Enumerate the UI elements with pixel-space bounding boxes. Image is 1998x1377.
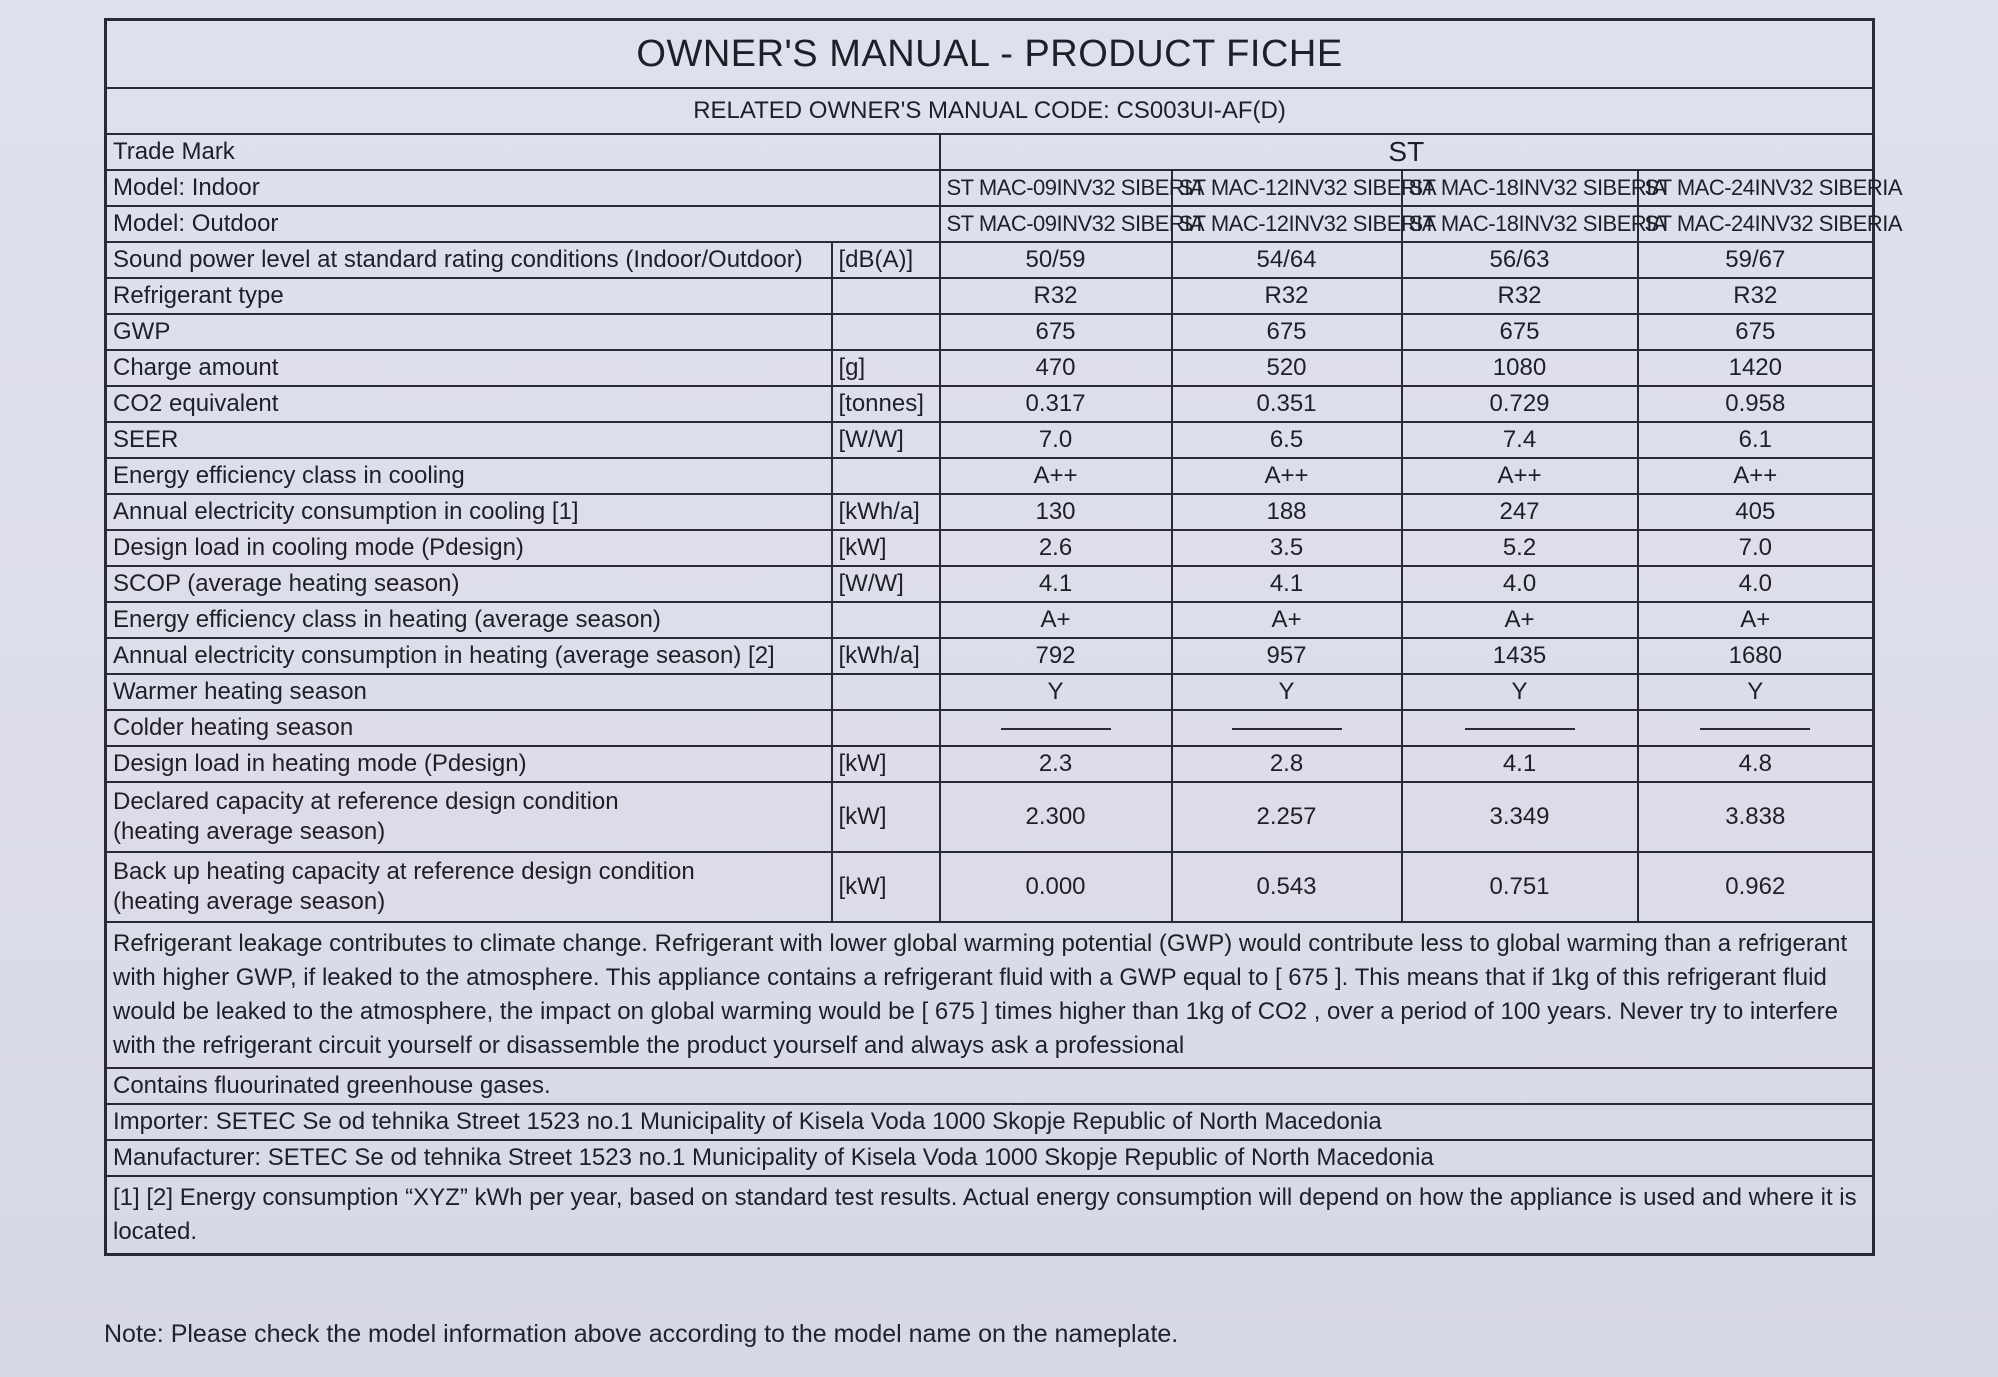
spec-row-backup-capacity	[106, 852, 1874, 922]
trade-mark-label: Trade Mark	[106, 134, 940, 170]
spec-value: 7.0	[1638, 530, 1874, 566]
spec-label: Annual electricity consumption in heating (average season) [2]	[106, 638, 832, 674]
spec-row-scop	[106, 566, 1874, 602]
importer-info: Importer: SETEC Se od tehnika Street 1523 no.1 Municipality of Kisela Voda 1000 Skopje Republic of North Macedonia	[106, 1104, 1874, 1140]
spec-unit: [kW]	[832, 852, 940, 922]
spec-label: Design load in cooling mode (Pdesign)	[106, 530, 832, 566]
spec-unit	[832, 458, 940, 494]
spec-unit	[832, 710, 940, 746]
spec-unit: [W/W]	[832, 422, 940, 458]
spec-value: 7.4	[1402, 422, 1638, 458]
leakage-warning-text: Refrigerant leakage contributes to climate change. Refrigerant with lower global warming potential (GWP) would contribute less to global warming than a refrigerant with higher GWP, if leaked to the atmosphere. This appliance contains a refrigerant fluid with a GWP equal to [ 675 ]. This means that if 1kg of this refrigerant fluid would be leaked to the atmosphere, the impact on global warming would be [ 675 ] times higher than 1kg of CO2 , over a period of 100 years. Never try to interfere with the refrigerant circuit yourself or disassemble the product yourself and always ask a professional	[106, 922, 1874, 1068]
spec-value: 2.257	[1172, 782, 1402, 852]
spec-label	[106, 782, 832, 852]
spec-unit: [W/W]	[832, 566, 940, 602]
manufacturer-row	[106, 1140, 1874, 1176]
spec-label: Energy efficiency class in heating (average season)	[106, 602, 832, 638]
spec-label: Sound power level at standard rating conditions (Indoor/Outdoor)	[106, 242, 832, 278]
spec-unit: [kW]	[832, 782, 940, 852]
spec-value: 56/63	[1402, 242, 1638, 278]
spec-label: Annual electricity consumption in cooling [1]	[106, 494, 832, 530]
spec-value: A++	[1402, 458, 1638, 494]
spec-value: 2.6	[940, 530, 1172, 566]
spec-label: Refrigerant type	[106, 278, 832, 314]
spec-value: 0.958	[1638, 386, 1874, 422]
spec-value: 675	[1638, 314, 1874, 350]
spec-row-cooling-pdesign	[106, 530, 1874, 566]
spec-value: A+	[1638, 602, 1874, 638]
nameplate-note: Note: Please check the model information above according to the model name on the nameplate.	[104, 1320, 1179, 1348]
spec-unit: [kW]	[832, 530, 940, 566]
spec-value-dash	[1402, 710, 1638, 746]
spec-row-heating-consumption	[106, 638, 1874, 674]
spec-value: 3.5	[1172, 530, 1402, 566]
spec-label: CO2 equivalent	[106, 386, 832, 422]
dash-mark	[1465, 728, 1575, 730]
spec-value: 0.000	[940, 852, 1172, 922]
spec-value: 792	[940, 638, 1172, 674]
spec-value: 4.8	[1638, 746, 1874, 782]
spec-value: A+	[1172, 602, 1402, 638]
spec-value: 520	[1172, 350, 1402, 386]
footnote-text: [1] [2] Energy consumption “XYZ” kWh per year, based on standard test results. Actual energy consumption will depend on how the appliance is used and where it is located.	[106, 1176, 1874, 1255]
spec-value-dash	[1638, 710, 1874, 746]
trade-mark-row	[106, 134, 1874, 170]
spec-value: 0.317	[940, 386, 1172, 422]
spec-row-colder-season	[106, 710, 1874, 746]
spec-value: 4.0	[1402, 566, 1638, 602]
spec-value: 0.751	[1402, 852, 1638, 922]
manual-code: RELATED OWNER'S MANUAL CODE: CS003UI-AF(D)	[106, 88, 1874, 134]
spec-value: 0.729	[1402, 386, 1638, 422]
spec-unit	[832, 278, 940, 314]
fgas-row	[106, 1068, 1874, 1104]
spec-value: 1435	[1402, 638, 1638, 674]
spec-unit	[832, 674, 940, 710]
footnote-row	[106, 1176, 1874, 1255]
dash-mark	[1700, 728, 1810, 730]
spec-value: 5.2	[1402, 530, 1638, 566]
spec-value: 957	[1172, 638, 1402, 674]
spec-row-warmer-season	[106, 674, 1874, 710]
spec-label: SEER	[106, 422, 832, 458]
spec-value: 405	[1638, 494, 1874, 530]
manual-code-row	[106, 88, 1874, 134]
spec-label: Warmer heating season	[106, 674, 832, 710]
spec-value: 54/64	[1172, 242, 1402, 278]
title-row	[106, 20, 1874, 89]
outdoor-model-row	[106, 206, 1874, 242]
backup-label-line1: Back up heating capacity at reference design condition	[113, 858, 695, 885]
spec-value: 0.543	[1172, 852, 1402, 922]
spec-row-sound-power	[106, 242, 1874, 278]
spec-unit: [g]	[832, 350, 940, 386]
spec-unit: [kW]	[832, 746, 940, 782]
page-title: OWNER'S MANUAL - PRODUCT FICHE	[106, 20, 1874, 89]
spec-value: A++	[1638, 458, 1874, 494]
spec-value: A++	[940, 458, 1172, 494]
spec-row-refrigerant-type	[106, 278, 1874, 314]
indoor-model-row	[106, 170, 1874, 206]
product-fiche	[104, 18, 1903, 1256]
outdoor-model-label: Model: Outdoor	[106, 206, 940, 242]
spec-value: Y	[940, 674, 1172, 710]
spec-value: 2.300	[940, 782, 1172, 852]
spec-value: 4.0	[1638, 566, 1874, 602]
spec-label: Design load in heating mode (Pdesign)	[106, 746, 832, 782]
spec-value: 4.1	[1402, 746, 1638, 782]
spec-unit	[832, 602, 940, 638]
spec-value: R32	[1172, 278, 1402, 314]
fgas-statement: Contains fluourinated greenhouse gases.	[106, 1068, 1874, 1104]
spec-value: 2.3	[940, 746, 1172, 782]
spec-value: R32	[1638, 278, 1874, 314]
spec-row-cooling-consumption	[106, 494, 1874, 530]
spec-value: 59/67	[1638, 242, 1874, 278]
spec-value: Y	[1638, 674, 1874, 710]
spec-value: 0.962	[1638, 852, 1874, 922]
spec-value: 0.351	[1172, 386, 1402, 422]
spec-value: 50/59	[940, 242, 1172, 278]
spec-row-declared-capacity	[106, 782, 1874, 852]
spec-value: A++	[1172, 458, 1402, 494]
spec-value: 675	[940, 314, 1172, 350]
spec-unit: [kWh/a]	[832, 638, 940, 674]
indoor-model-label: Model: Indoor	[106, 170, 940, 206]
spec-value-dash	[940, 710, 1172, 746]
spec-value: 6.5	[1172, 422, 1402, 458]
spec-unit: [kWh/a]	[832, 494, 940, 530]
spec-unit	[832, 314, 940, 350]
spec-label: GWP	[106, 314, 832, 350]
spec-value: Y	[1402, 674, 1638, 710]
spec-value: 675	[1402, 314, 1638, 350]
spec-row-heating-pdesign	[106, 746, 1874, 782]
indoor-model: ST MAC-09INV32 SIBERIA	[940, 170, 1172, 206]
spec-value: 7.0	[940, 422, 1172, 458]
indoor-model: ST MAC-24INV32 SIBERIA	[1638, 170, 1874, 206]
spec-value: R32	[1402, 278, 1638, 314]
outdoor-model: ST MAC-24INV32 SIBERIA	[1638, 206, 1874, 242]
dash-mark	[1001, 728, 1111, 730]
spec-value: 1680	[1638, 638, 1874, 674]
spec-value: A+	[1402, 602, 1638, 638]
spec-value: 4.1	[940, 566, 1172, 602]
manufacturer-info: Manufacturer: SETEC Se od tehnika Street 1523 no.1 Municipality of Kisela Voda 1000 Skopje Republic of North Macedonia	[106, 1140, 1874, 1176]
spec-value-dash	[1172, 710, 1402, 746]
spec-value: 1080	[1402, 350, 1638, 386]
importer-row	[106, 1104, 1874, 1140]
spec-label: Energy efficiency class in cooling	[106, 458, 832, 494]
spec-value: 6.1	[1638, 422, 1874, 458]
indoor-model: ST MAC-18INV32 SIBERIA	[1402, 170, 1638, 206]
spec-value: 2.8	[1172, 746, 1402, 782]
spec-value: 3.838	[1638, 782, 1874, 852]
indoor-model: ST MAC-12INV32 SIBERIA	[1172, 170, 1402, 206]
spec-label: Colder heating season	[106, 710, 832, 746]
spec-value: 1420	[1638, 350, 1874, 386]
spec-row-gwp	[106, 314, 1874, 350]
spec-unit: [dB(A)]	[832, 242, 940, 278]
outdoor-model: ST MAC-12INV32 SIBERIA	[1172, 206, 1402, 242]
declared-label-line2: (heating average season)	[113, 818, 386, 845]
spec-value: Y	[1172, 674, 1402, 710]
spec-label: Charge amount	[106, 350, 832, 386]
spec-row-seer	[106, 422, 1874, 458]
fiche-table	[104, 18, 1903, 1256]
spec-row-co2-equivalent	[106, 386, 1874, 422]
spec-row-charge-amount	[106, 350, 1874, 386]
spec-value: 470	[940, 350, 1172, 386]
spec-row-cooling-class	[106, 458, 1874, 494]
spec-value: 188	[1172, 494, 1402, 530]
spec-value: 4.1	[1172, 566, 1402, 602]
spec-row-heating-class	[106, 602, 1874, 638]
spec-value: 247	[1402, 494, 1638, 530]
spec-value: 675	[1172, 314, 1402, 350]
spec-label: SCOP (average heating season)	[106, 566, 832, 602]
spec-value: 3.349	[1402, 782, 1638, 852]
backup-label-line2: (heating average season)	[113, 888, 386, 915]
outdoor-model: ST MAC-09INV32 SIBERIA	[940, 206, 1172, 242]
spec-value: R32	[940, 278, 1172, 314]
spec-value: 130	[940, 494, 1172, 530]
leakage-row	[106, 922, 1874, 1068]
declared-label-line1: Declared capacity at reference design condition	[113, 788, 619, 815]
spec-unit: [tonnes]	[832, 386, 940, 422]
spec-value: A+	[940, 602, 1172, 638]
outdoor-model: ST MAC-18INV32 SIBERIA	[1402, 206, 1638, 242]
dash-mark	[1232, 728, 1342, 730]
spec-label	[106, 852, 832, 922]
trade-mark-value: ST	[940, 134, 1874, 170]
